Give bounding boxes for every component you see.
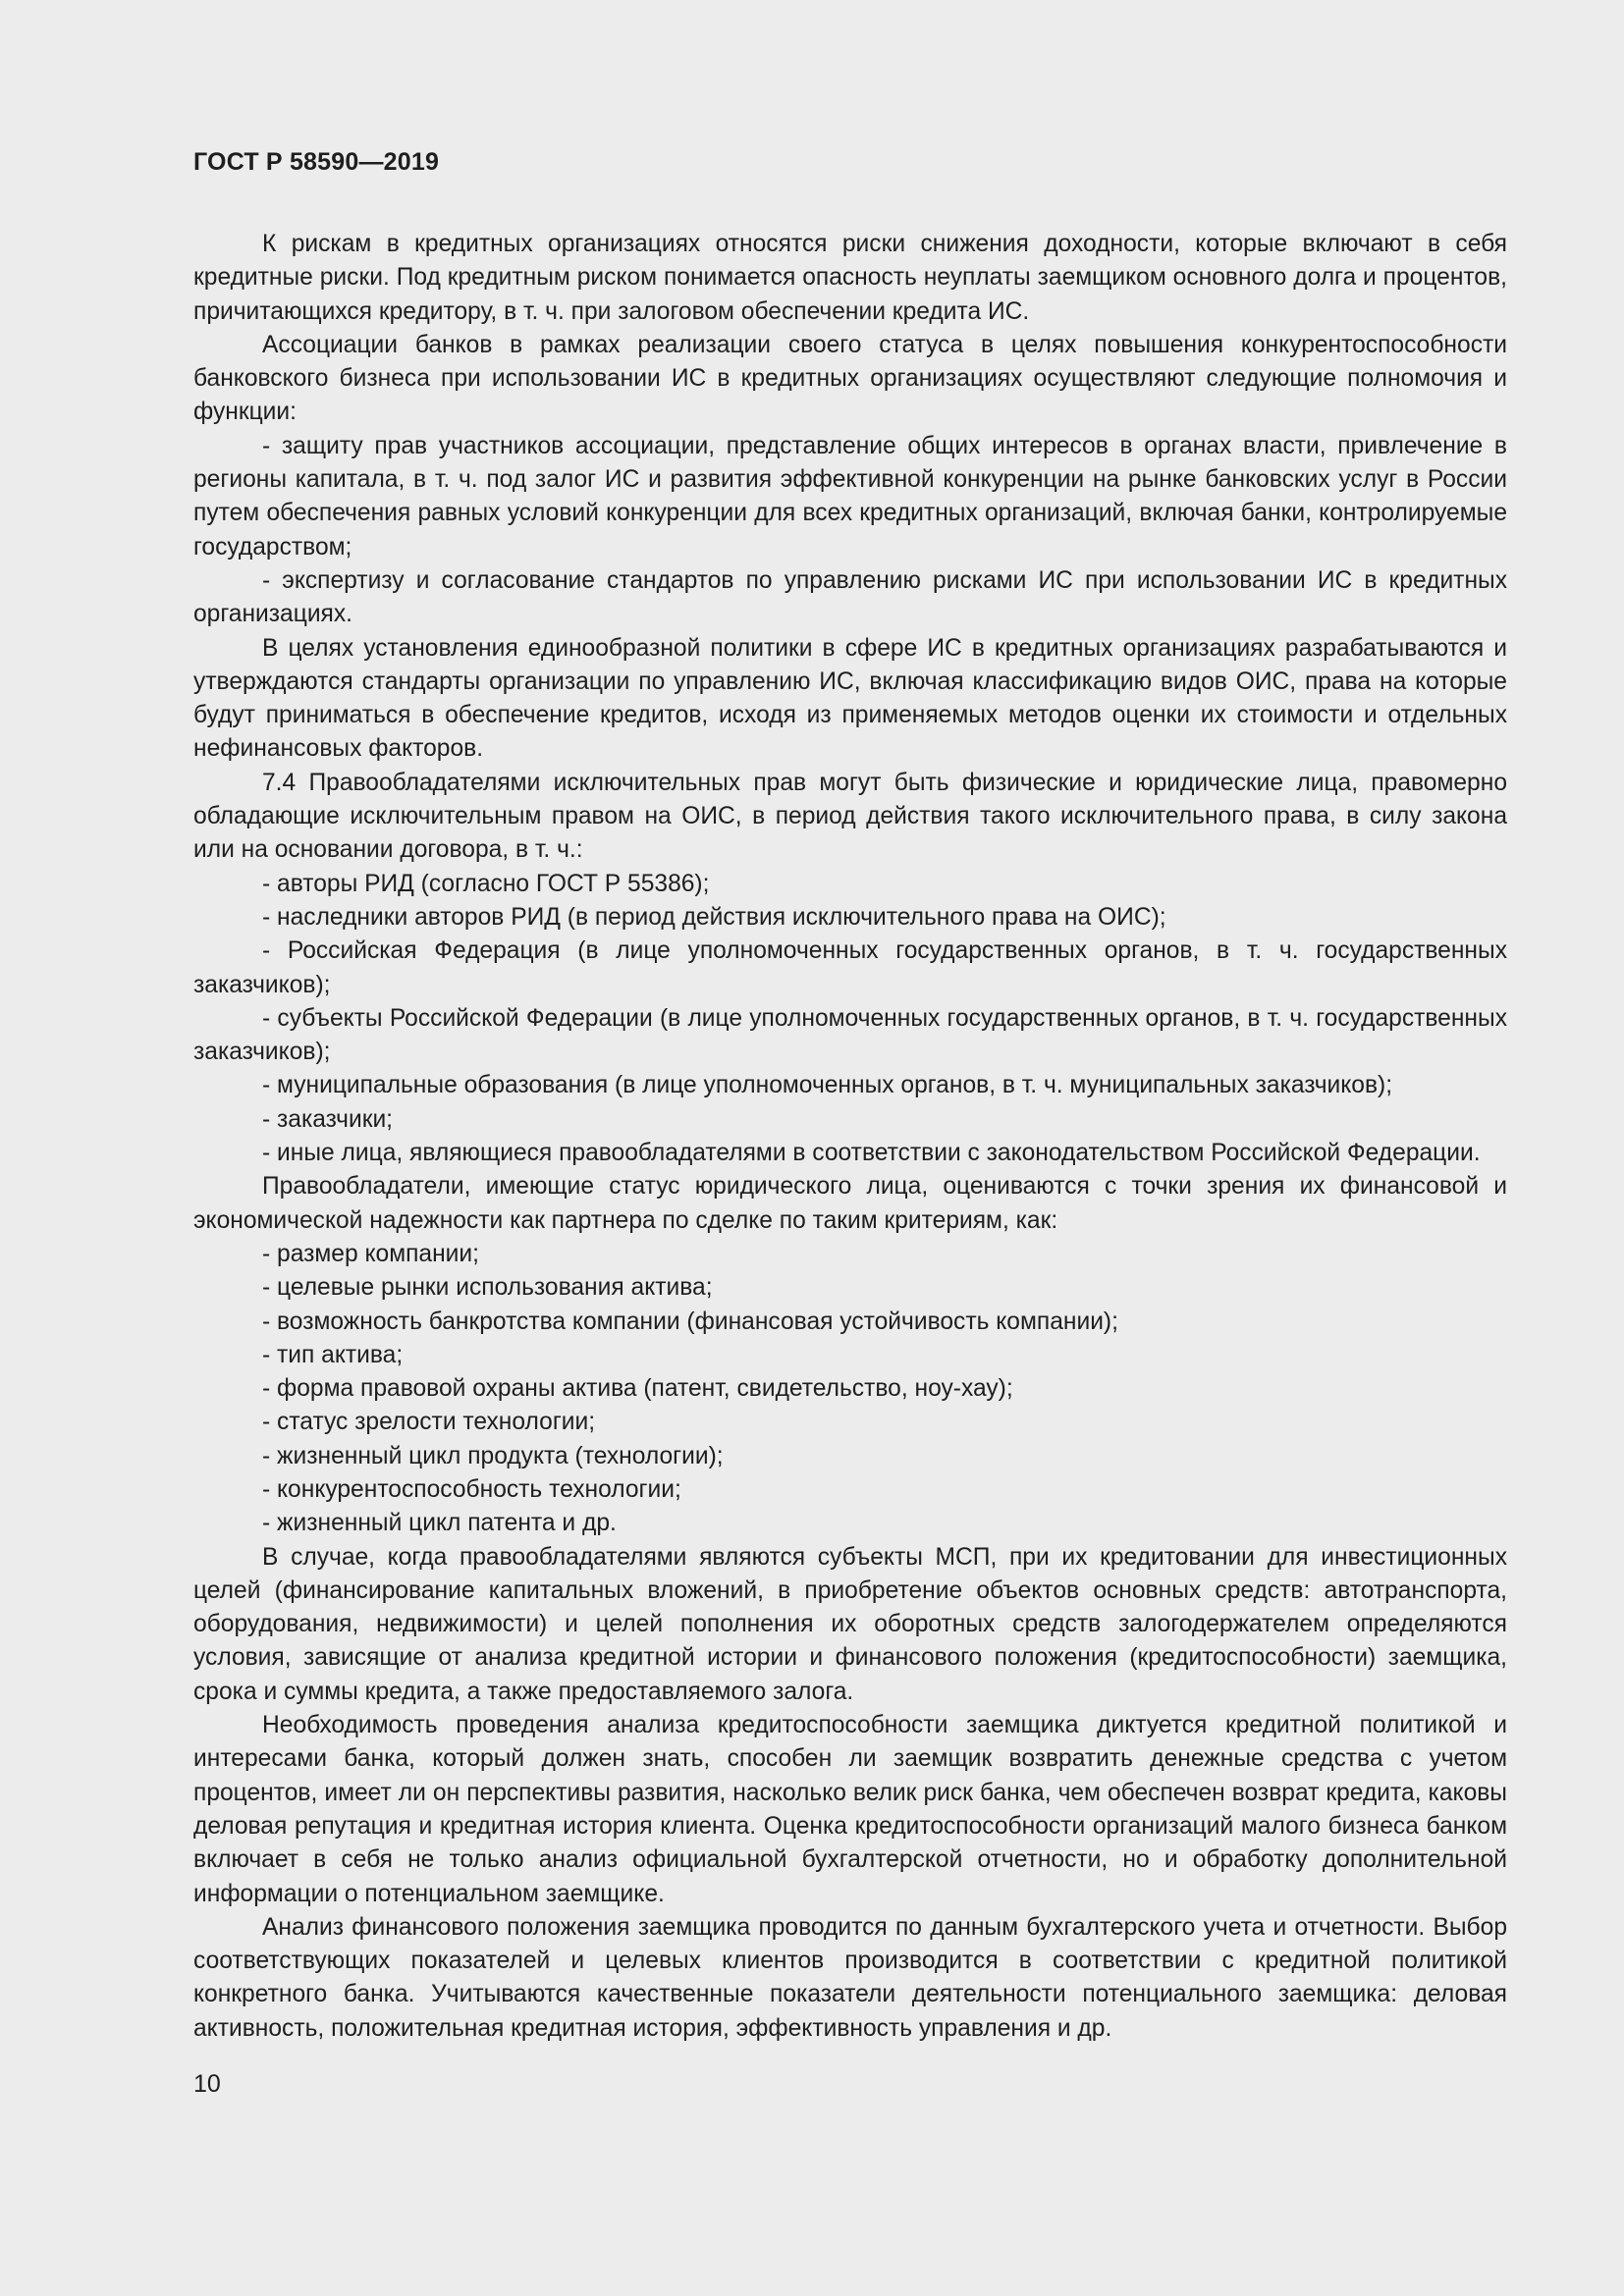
list-item: - конкурентоспособность технологии; xyxy=(262,1475,681,1503)
list-item: - жизненный цикл патента и др. xyxy=(262,1510,617,1537)
paragraph: Правообладатели, имеющие статус юридического лица, оцениваются с точки зрения их финансовой и экономической надежности как партнера по сделке по таким критериям, как: xyxy=(193,1173,1507,1234)
list-item: - иные лица, являющиеся правообладателями в соответствии с законодательством Российской Федерации. xyxy=(262,1140,1481,1167)
list-item: - Российская Федерация (в лице уполномоченных государственных органов, в т. ч. государственных заказчиков); xyxy=(193,937,1507,998)
list-item: - защиту прав участников ассоциации, представление общих интересов в органах власти, привлечение в регионы капитала, в т. ч. под залог ИС и развития эффективной конкуренции на рынке банковских услуг в России путем обеспечения равных условий конкуренции для всех кредитных организаций, включая банки, контролируемые государством; xyxy=(193,432,1507,561)
paragraph: Анализ финансового положения заемщика проводится по данным бухгалтерского учета и отчетности. Выбор соответствующих показателей и целевых клиентов производится в соответствии с кредитной политикой конкретного банка. Учитываются качественные показатели деятельности потенциального заемщика: деловая активность, положительная кредитная история, эффективность управления и др. xyxy=(193,1913,1507,2042)
list-item: - статус зрелости технологии; xyxy=(262,1409,596,1436)
list-item: - размер компании; xyxy=(262,1240,479,1267)
paragraph: В случае, когда правообладателями являются субъекты МСП, при их кредитовании для инвестиционных целей (финансирование капитальных вложений, в приобретение объектов основных средств: автотранспорта, оборудования, недвижимости) и целей пополнения их оборотных средств залогодержателем определяются условия, зависящие от анализа кредитной истории и финансового положения (кредитоспособности) заемщика, срока и суммы кредита, а также предоставляемого залога. xyxy=(193,1543,1507,1705)
list-item: - наследники авторов РИД (в период действия исключительного права на ОИС); xyxy=(262,903,1166,931)
paragraph: Ассоциации банков в рамках реализации своего статуса в целях повышения конкурентоспособности банковского бизнеса при использовании ИС в кредитных организациях осуществляют следующие полномочия и функции: xyxy=(193,331,1507,426)
paragraph: К рискам в кредитных организациях относятся риски снижения доходности, которые включают в себя кредитные риски. Под кредитным риском понимается опасность неуплаты заемщиком основного долга и процентов, причитающихся кредитору, в т. ч. при залоговом обеспечении кредита ИС. xyxy=(193,231,1507,325)
list-item: - тип актива; xyxy=(262,1341,404,1368)
list-item: - муниципальные образования (в лице уполномоченных органов, в т. ч. муниципальных заказчиков); xyxy=(262,1072,1393,1099)
page-number: 10 xyxy=(193,2070,221,2098)
list-item: - заказчики; xyxy=(262,1105,394,1133)
document-code-header: ГОСТ Р 58590—2019 xyxy=(193,148,440,176)
list-item: - субъекты Российской Федерации (в лице уполномоченных государственных органов, в т. ч. государственных заказчиков); xyxy=(193,1004,1507,1066)
document-body xyxy=(193,228,1507,2046)
paragraph: В целях установления единообразной политики в сфере ИС в кредитных организациях разрабатываются и утверждаются стандарты организации по управлению ИС, включая классификацию видов ОИС, права на которые будут приниматься в обеспечение кредитов, исходя из применяемых методов оценки их стоимости и отдельных нефинансовых факторов. xyxy=(193,634,1507,763)
paragraph: Необходимость проведения анализа кредитоспособности заемщика диктуется кредитной политикой и интересами банка, который должен знать, способен ли заемщик возвратить денежные средства с учетом процентов, имеет ли он перспективы развития, насколько велик риск банка, чем обеспечен возврат кредита, каковы деловая репутация и кредитная история клиента. Оценка кредитоспособности организаций малого бизнеса банком включает в себя не только анализ официальной бухгалтерской отчетности, но и обработку дополнительной информации о потенциальном заемщике. xyxy=(193,1712,1507,1907)
list-item: - авторы РИД (согласно ГОСТ Р 55386); xyxy=(262,870,710,897)
list-item: - экспертизу и согласование стандартов по управлению рисками ИС при использовании ИС в кредитных организациях. xyxy=(193,566,1507,628)
list-item: - возможность банкротства компании (финансовая устойчивость компании); xyxy=(262,1308,1118,1335)
list-item: - форма правовой охраны актива (патент, свидетельство, ноу-хау); xyxy=(262,1375,1013,1403)
section-paragraph: 7.4 Правообладателями исключительных прав могут быть физические и юридические лица, правомерно обладающие исключительным правом на ОИС, в период действия такого исключительного права, в силу закона или на основании договора, в т. ч.: xyxy=(193,769,1507,864)
document-page xyxy=(193,147,1507,2046)
list-item: - жизненный цикл продукта (технологии); xyxy=(262,1442,724,1469)
list-item: - целевые рынки использования актива; xyxy=(262,1274,713,1302)
